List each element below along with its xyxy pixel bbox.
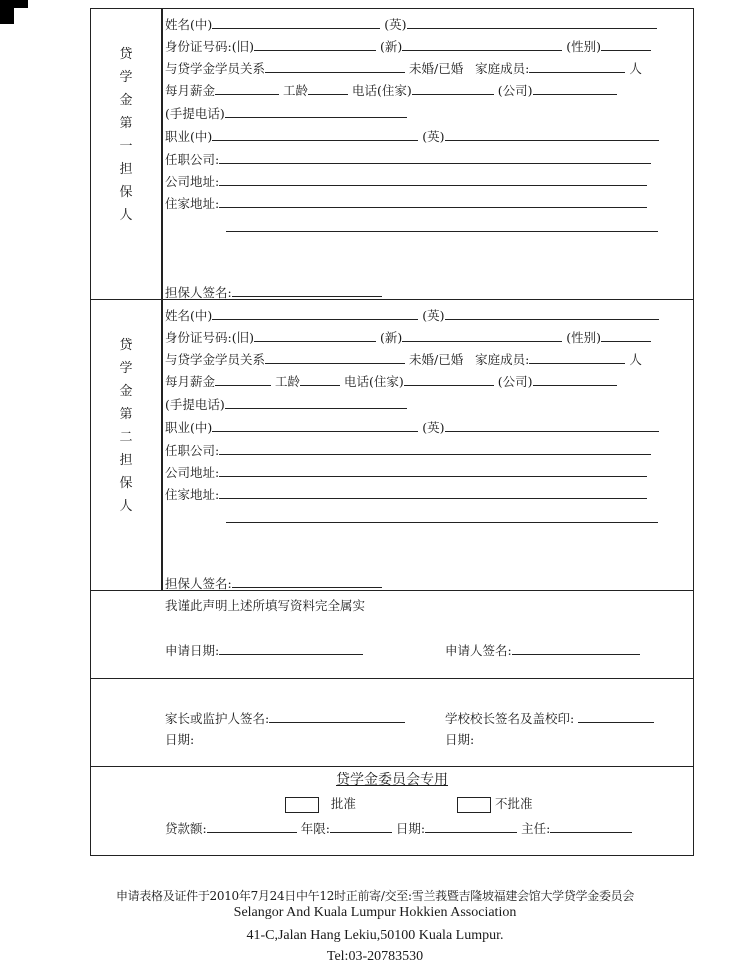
home-address-label: 住家地址: xyxy=(165,487,220,502)
marital-status-label[interactable]: 未婚/已婚 xyxy=(409,61,464,76)
approve-checkbox[interactable] xyxy=(285,797,319,813)
reject-label: 不批准 xyxy=(494,796,533,811)
ic-new-label: (新) xyxy=(379,39,403,54)
guardian-section xyxy=(91,679,693,767)
term-field[interactable] xyxy=(330,819,392,833)
footer-telephone: Tel:03-20783530 xyxy=(326,949,424,964)
home-address-label: 住家地址: xyxy=(165,196,220,211)
marital-status-label[interactable]: 未婚/已婚 xyxy=(409,352,464,367)
name-en-field[interactable] xyxy=(445,306,659,320)
committee-date-label: 日期: xyxy=(395,821,426,836)
gender-field[interactable] xyxy=(601,328,651,342)
side-char: 金 xyxy=(119,384,133,399)
company-field[interactable] xyxy=(219,441,651,455)
side-char: 二 xyxy=(119,430,133,445)
guarantor-1-side-label xyxy=(91,9,163,299)
committee-title: 贷学金委员会专用 xyxy=(336,772,448,788)
salary-label: 每月薪金 xyxy=(165,374,216,389)
family-unit: 人 xyxy=(629,61,642,76)
company-address-label: 公司地址: xyxy=(165,174,220,189)
company-label: 任职公司: xyxy=(165,152,220,167)
loan-amount-field[interactable] xyxy=(207,819,297,833)
reject-checkbox[interactable] xyxy=(457,797,491,813)
side-char: 一 xyxy=(119,139,133,154)
phone-mobile-field[interactable] xyxy=(225,104,407,118)
applicant-signature-field[interactable] xyxy=(512,641,640,655)
parent-date-label: 日期: xyxy=(165,732,195,747)
phone-mobile-label: (手提电话) xyxy=(165,106,225,121)
declaration-section xyxy=(91,591,693,679)
loan-amount-label: 贷款额: xyxy=(165,821,207,836)
scan-corner-mark-top xyxy=(0,0,28,8)
ic-new-label: (新) xyxy=(379,330,403,345)
phone-home-field[interactable] xyxy=(404,372,494,386)
years-label: 工龄 xyxy=(283,83,309,98)
side-char: 第 xyxy=(119,407,133,422)
job-en-field[interactable] xyxy=(445,418,659,432)
name-en-field[interactable] xyxy=(407,15,657,29)
committee-date-field[interactable] xyxy=(425,819,517,833)
ic-old-label: 身份证号码:(旧) xyxy=(165,330,254,345)
years-field[interactable] xyxy=(308,81,348,95)
signature-field[interactable] xyxy=(232,283,382,297)
side-char: 担 xyxy=(119,162,133,177)
side-char: 人 xyxy=(119,208,133,223)
years-label: 工龄 xyxy=(275,374,301,389)
side-char: 人 xyxy=(119,499,133,514)
gender-label: (性别) xyxy=(566,39,601,54)
signature-label: 担保人签名: xyxy=(165,576,232,591)
declaration-statement: 我谨此声明上述所填写资料完全属实 xyxy=(165,598,366,613)
salary-field[interactable] xyxy=(215,81,279,95)
footer-organization: Selangor And Kuala Lumpur Hokkien Association xyxy=(233,905,517,920)
guarantor-2-side-label xyxy=(91,300,163,590)
guarantor-1-section xyxy=(91,9,693,300)
company-address-label: 公司地址: xyxy=(165,465,220,480)
company-address-field[interactable] xyxy=(219,463,647,477)
parent-signature-label: 家长或监护人签名: xyxy=(165,711,270,726)
ic-old-field[interactable] xyxy=(254,328,376,342)
company-label: 任职公司: xyxy=(165,443,220,458)
ic-new-field[interactable] xyxy=(402,328,562,342)
family-unit: 人 xyxy=(629,352,642,367)
side-char: 金 xyxy=(119,93,133,108)
side-char: 保 xyxy=(119,476,133,491)
company-address-field[interactable] xyxy=(219,172,647,186)
committee-section xyxy=(91,767,693,855)
name-cn-label: 姓名(中) xyxy=(165,308,213,323)
phone-mobile-field[interactable] xyxy=(225,395,407,409)
phone-mobile-label: (手提电话) xyxy=(165,397,225,412)
principal-signature-field[interactable] xyxy=(578,709,654,723)
family-field[interactable] xyxy=(529,350,625,364)
footer-deadline: 申请表格及证件于2010年7月24日中午12时正前寄/交至:雪兰莪暨吉隆坡福建会馆大学贷学金委员会 xyxy=(115,889,635,903)
job-en-label: (英) xyxy=(422,420,445,435)
phone-office-label: (公司) xyxy=(497,374,533,389)
relation-field[interactable] xyxy=(265,59,405,73)
name-en-label: (英) xyxy=(422,308,445,323)
gender-label: (性别) xyxy=(566,330,601,345)
phone-home-field[interactable] xyxy=(412,81,494,95)
name-en-label: (英) xyxy=(384,17,407,32)
principal-signature-label: 学校校长签名及盖校印: xyxy=(445,711,575,726)
relation-label: 与贷学金学员关系 xyxy=(165,61,266,76)
family-label: 家庭成员: xyxy=(475,61,530,76)
footer-address: 41-C,Jalan Hang Lekiu,50100 Kuala Lumpur. xyxy=(246,928,504,943)
name-cn-field[interactable] xyxy=(212,15,380,29)
relation-field[interactable] xyxy=(265,350,405,364)
salary-label: 每月薪金 xyxy=(165,83,216,98)
phone-home-label: 电话(住家) xyxy=(352,83,412,98)
home-address-field[interactable] xyxy=(219,485,647,499)
side-char: 学 xyxy=(119,70,133,85)
job-en-label: (英) xyxy=(422,129,445,144)
side-char: 贷 xyxy=(119,47,133,62)
chairman-label: 主任: xyxy=(521,821,551,836)
approve-label: 批准 xyxy=(330,796,356,811)
gender-field[interactable] xyxy=(601,37,651,51)
job-cn-label: 职业(中) xyxy=(165,129,213,144)
home-address-line-2[interactable] xyxy=(226,231,658,232)
side-char: 贷 xyxy=(119,338,133,353)
principal-date-label: 日期: xyxy=(445,732,475,747)
ic-new-field[interactable] xyxy=(402,37,562,51)
phone-office-field[interactable] xyxy=(533,372,617,386)
apply-date-field[interactable] xyxy=(219,641,363,655)
job-cn-label: 职业(中) xyxy=(165,420,213,435)
apply-date-label: 申请日期: xyxy=(165,643,220,658)
term-label: 年限: xyxy=(300,821,330,836)
job-en-field[interactable] xyxy=(445,127,659,141)
relation-label: 与贷学金学员关系 xyxy=(165,352,266,367)
guarantor-2-section xyxy=(91,300,693,591)
name-cn-field[interactable] xyxy=(212,306,418,320)
side-char: 保 xyxy=(119,185,133,200)
job-cn-field[interactable] xyxy=(212,418,418,432)
ic-old-field[interactable] xyxy=(254,37,376,51)
phone-office-label: (公司) xyxy=(497,83,533,98)
chairman-field[interactable] xyxy=(550,819,632,833)
signature-label: 担保人签名: xyxy=(165,285,232,300)
side-char: 第 xyxy=(119,116,133,131)
company-field[interactable] xyxy=(219,150,651,164)
ic-old-label: 身份证号码:(旧) xyxy=(165,39,254,54)
side-char: 担 xyxy=(119,453,133,468)
loan-application-form xyxy=(90,8,694,856)
phone-home-label: 电话(住家) xyxy=(344,374,404,389)
parent-signature-field[interactable] xyxy=(269,709,405,723)
signature-field[interactable] xyxy=(232,574,382,588)
home-address-line-2[interactable] xyxy=(226,522,658,523)
name-cn-label: 姓名(中) xyxy=(165,17,213,32)
years-field[interactable] xyxy=(300,372,340,386)
home-address-field[interactable] xyxy=(219,194,647,208)
job-cn-field[interactable] xyxy=(212,127,418,141)
side-char: 学 xyxy=(119,361,133,376)
phone-office-field[interactable] xyxy=(533,81,617,95)
family-label: 家庭成员: xyxy=(475,352,530,367)
salary-field[interactable] xyxy=(215,372,271,386)
applicant-signature-label: 申请人签名: xyxy=(445,643,512,658)
family-field[interactable] xyxy=(529,59,625,73)
